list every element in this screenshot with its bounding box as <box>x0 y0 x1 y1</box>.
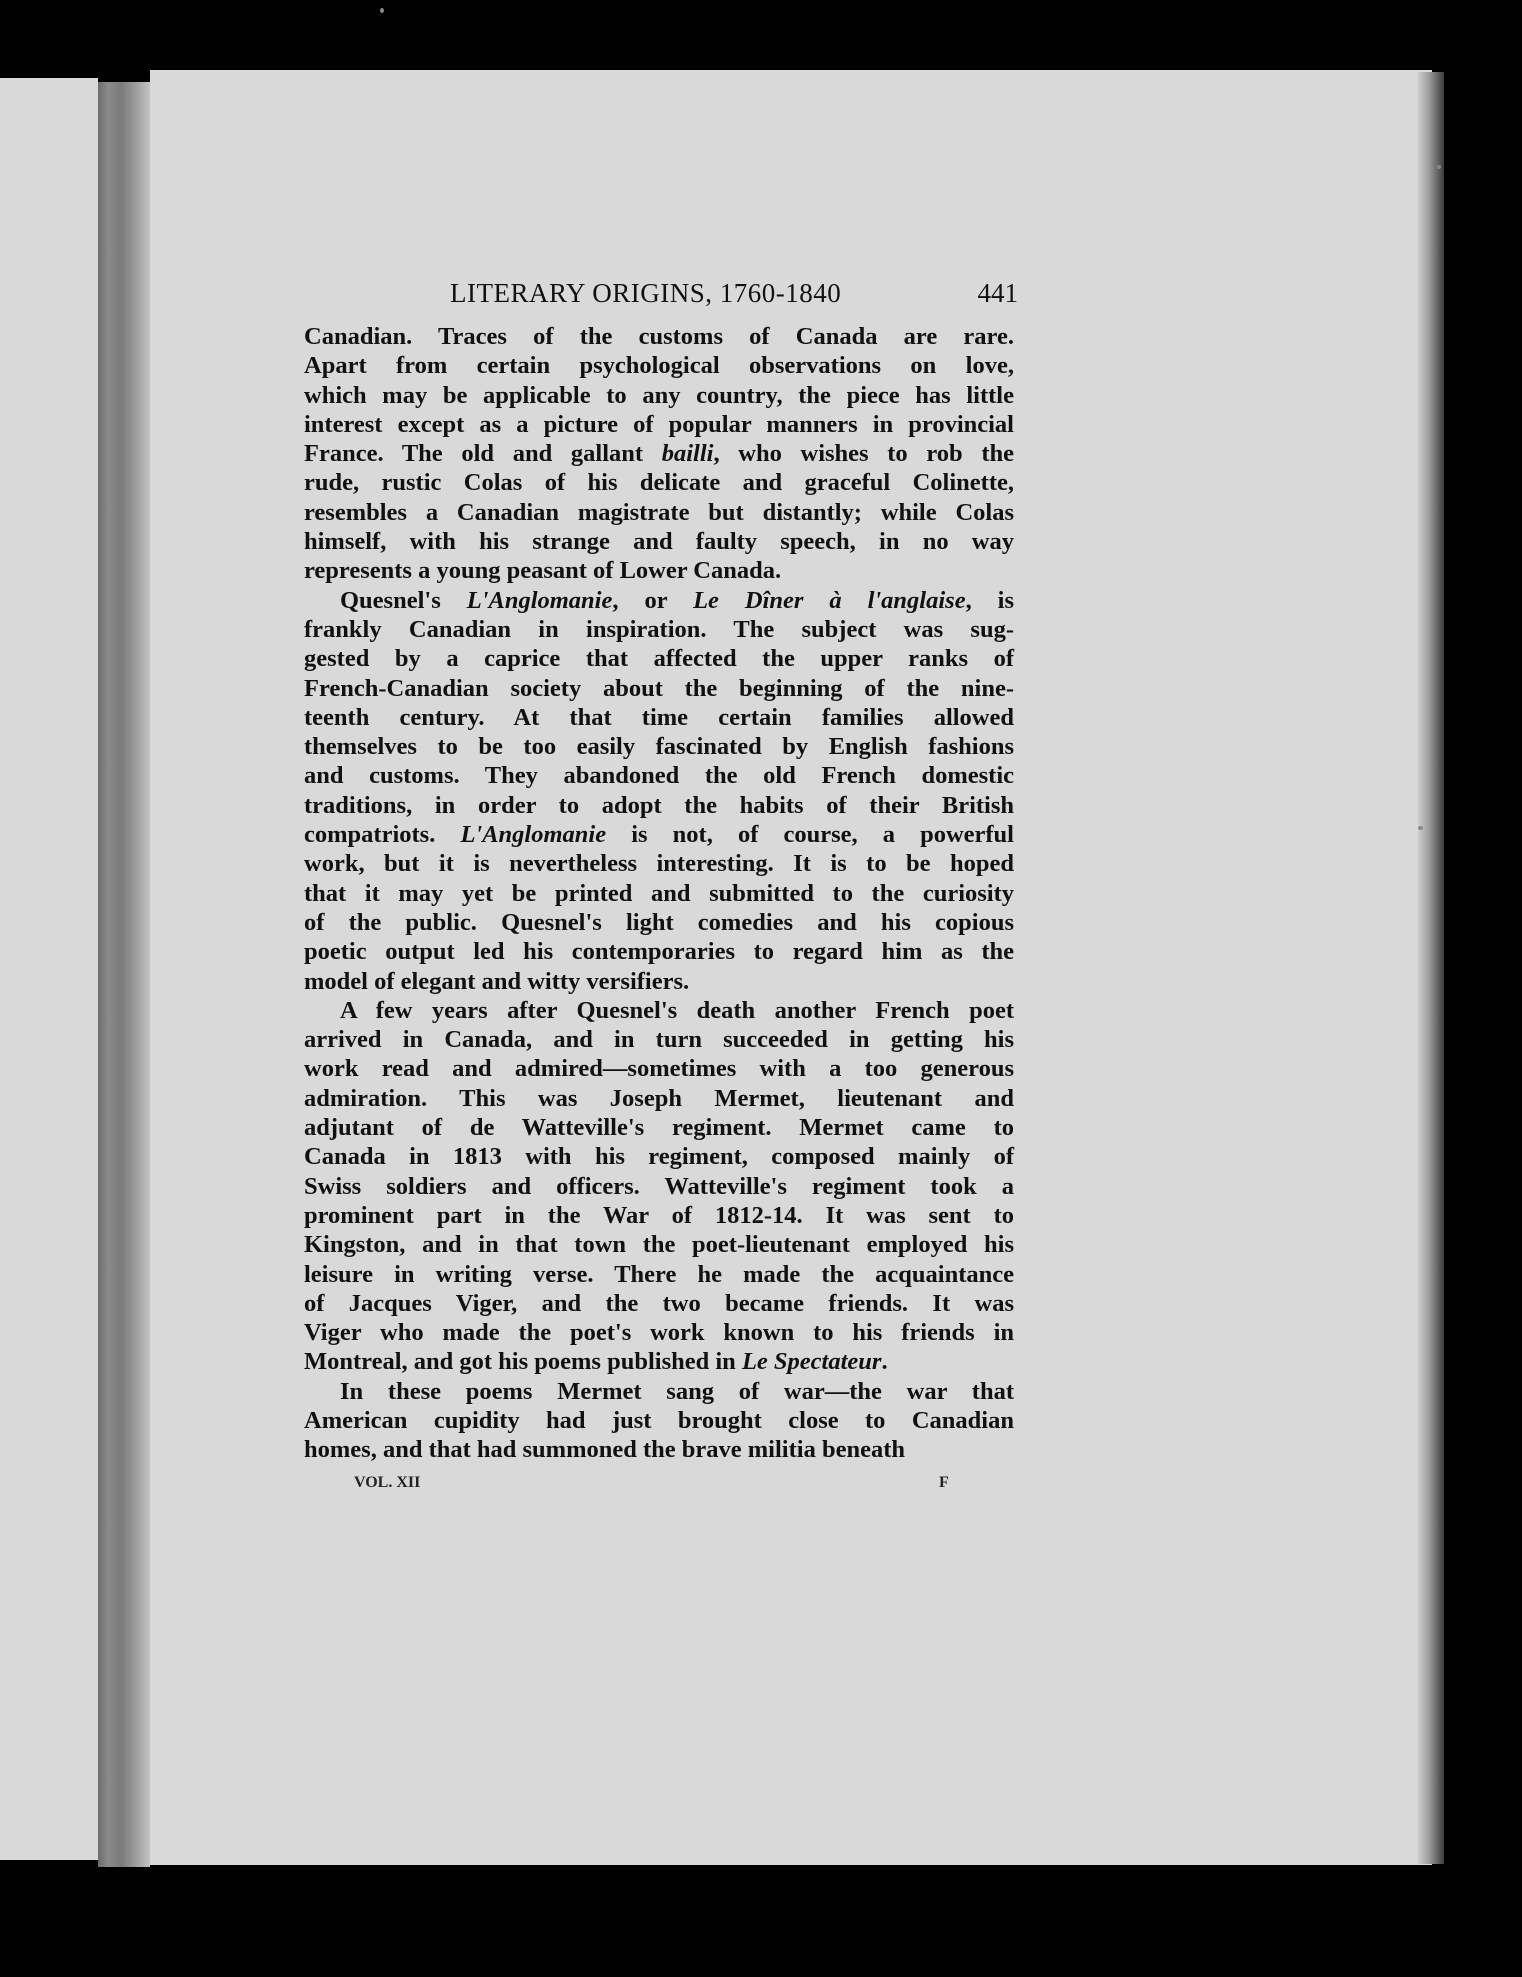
text-line: frankly Canadian in inspiration. The subject was sug- <box>304 615 1014 643</box>
running-title: LITERARY ORIGINS, 1760-1840 <box>450 278 842 308</box>
text-line: adjutant of de Watteville's regiment. Mermet came to <box>304 1114 1014 1142</box>
text-line: France. The old and gallant bailli, who wishes to rob the <box>304 440 1014 468</box>
text-line: Quesnel's L'Anglomanie, or Le Dîner à l'anglaise, is <box>340 586 1015 614</box>
text-line: gested by a caprice that affected the upper ranks of <box>304 645 1014 673</box>
text-line: Montreal, and got his poems published in Le Spectateur. <box>304 1348 888 1376</box>
text-line: traditions, in order to adopt the habits of their British <box>304 791 1014 819</box>
text-line: arrived in Canada, and in turn succeeded in getting his <box>304 1026 1014 1054</box>
text-line: teenth century. At that time certain families allowed <box>304 703 1014 731</box>
dust-speck <box>380 8 384 13</box>
text-line: prominent part in the War of 1812-14. It was sent to <box>304 1201 1014 1229</box>
paragraph <box>304 586 1014 996</box>
text-line: resembles a Canadian magistrate but distantly; while Colas <box>304 498 1014 526</box>
text-line: interest except as a picture of popular manners in provincial <box>304 410 1014 438</box>
text-line: Apart from certain psychological observations on love, <box>304 352 1014 380</box>
text-line: Kingston, and in that town the poet-lieutenant employed his <box>304 1231 1014 1259</box>
text-line: Canadian. Traces of the customs of Canada are rare. <box>304 323 1014 350</box>
text-line: poetic output led his contemporaries to regard him as the <box>304 938 1014 966</box>
facing-page-edge <box>0 78 98 1860</box>
paragraph <box>304 322 1014 586</box>
text-line: Swiss soldiers and officers. Watteville's regiment took a <box>304 1172 1014 1200</box>
text-line: compatriots. L'Anglomanie is not, of course, a powerful <box>304 821 1014 849</box>
paragraph <box>304 996 1014 1377</box>
signature-mark: F <box>939 1474 949 1491</box>
dust-speck <box>1418 826 1423 830</box>
text-line: admiration. This was Joseph Mermet, lieutenant and <box>304 1084 1014 1112</box>
page-fore-edge <box>1418 72 1444 1864</box>
text-line: Canada in 1813 with his regiment, composed mainly of <box>304 1143 1014 1171</box>
text-line: leisure in writing verse. There he made the acquaintance <box>304 1260 1014 1288</box>
page-footer <box>304 1474 1014 1502</box>
text-line: which may be applicable to any country, the piece has little <box>304 381 1014 409</box>
text-line: represents a young peasant of Lower Canada. <box>304 557 782 585</box>
volume-signature: VOL. XII <box>354 1474 421 1491</box>
text-line: of Jacques Viger, and the two became friends. It was <box>304 1289 1014 1317</box>
text-line: model of elegant and witty versifiers. <box>304 967 690 995</box>
text-line: himself, with his strange and faulty speech, in no way <box>304 528 1014 556</box>
text-line: that it may yet be printed and submitted to the curiosity <box>304 879 1014 907</box>
body-text <box>304 322 1014 1465</box>
paragraph <box>304 1377 1014 1465</box>
dust-speck <box>1437 165 1441 169</box>
running-header <box>304 274 1022 314</box>
text-line: American cupidity had just brought close to Canadian <box>304 1406 1014 1434</box>
text-line: work read and admired—sometimes with a too generous <box>304 1055 1014 1083</box>
text-line: In these poems Mermet sang of war—the war that <box>340 1377 1014 1405</box>
page-number: 441 <box>977 278 1018 308</box>
text-line: French-Canadian society about the beginning of the nine- <box>304 674 1014 702</box>
book-gutter <box>98 82 150 1867</box>
text-line: work, but it is nevertheless interesting. It is to be hoped <box>304 850 1014 878</box>
text-line: Viger who made the poet's work known to his friends in <box>304 1319 1014 1347</box>
text-line: and customs. They abandoned the old French domestic <box>304 762 1014 790</box>
text-line: rude, rustic Colas of his delicate and graceful Colinette, <box>304 469 1014 497</box>
text-line: of the public. Quesnel's light comedies and his copious <box>304 908 1014 936</box>
text-line: A few years after Quesnel's death another French poet <box>340 996 1014 1024</box>
text-line: homes, and that had summoned the brave militia beneath <box>304 1436 905 1464</box>
text-line: themselves to be too easily fascinated by English fashions <box>304 733 1014 761</box>
